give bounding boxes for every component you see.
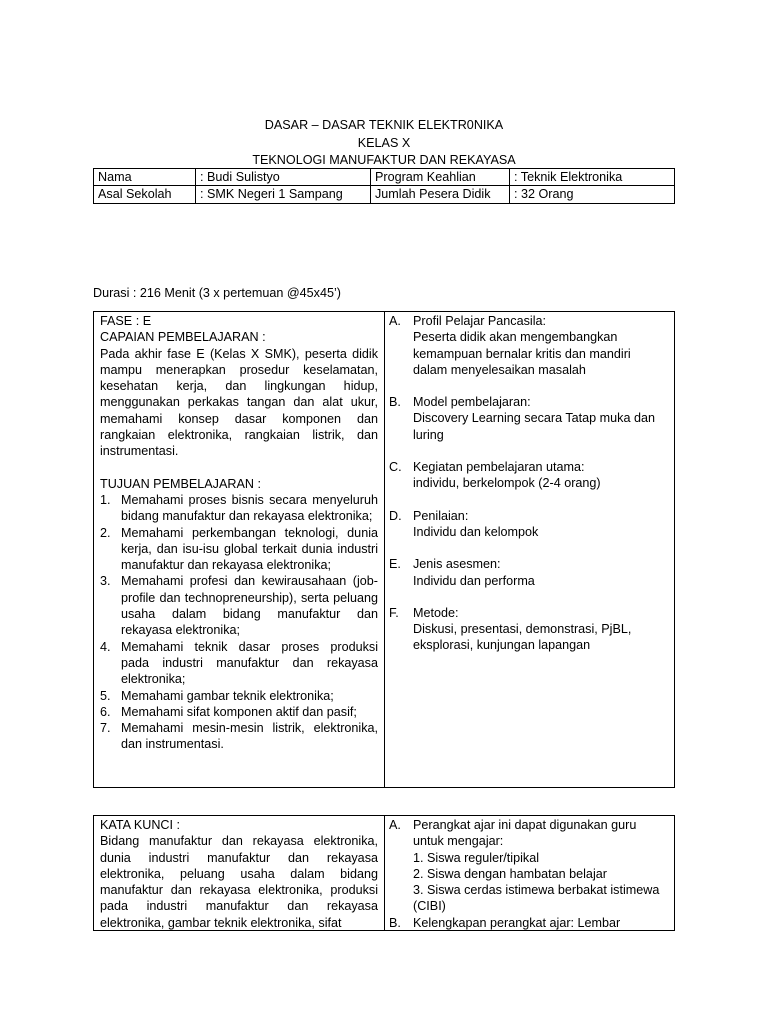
keywords-box <box>93 815 675 931</box>
list-item: 3. Siswa cerdas istimewa berbakat istimewa (CIBI) <box>413 883 660 914</box>
left-column <box>94 816 385 930</box>
table-cell: Program Keahlian <box>371 169 510 186</box>
list-item: 5. Memahami gambar teknik elektronika; <box>100 688 334 703</box>
list-item: 2. Memahami perkembangan teknologi, dunia kerja, dan isu-isu global terkait dunia industri manufaktur dan rekayasa elektronika; <box>100 525 378 573</box>
kelengkapan-perangkat: B. Kelengkapan perangkat ajar: Lembar <box>389 915 621 930</box>
table-cell: : Budi Sulistyo <box>196 169 371 186</box>
kata-kunci-heading: KATA KUNCI : <box>100 818 181 832</box>
duration-text: Durasi : 216 Menit (3 x pertemuan @45x45’) <box>93 286 341 300</box>
penilaian: D. Penilaian: Individu dan kelompok <box>389 508 539 539</box>
list-item: 3. Memahami profesi dan kewirausahaan (job-profile dan technopreneurship), serta peluang usaha dalam bidang manufaktur dan rekayasa elektronika; <box>100 574 378 638</box>
right-column <box>383 312 674 787</box>
capaian-text: Pada akhir fase E (Kelas X SMK), peserta didik mampu menerapkan prosedur keselamatan, kesehatan kerja, dan lingkungan hidup, menggunakan perkakas tangan dan alat ukur, memahami konsep dasar komponen dan rangkaian elektronika, rangkaian listrik, dan instrumentasi. <box>100 346 378 459</box>
tujuan-heading: TUJUAN PEMBELAJARAN : <box>100 476 261 491</box>
table-cell: Jumlah Pesera Didik <box>371 186 510 203</box>
program-title: TEKNOLOGI MANUFAKTUR DAN REKAYASA <box>252 153 516 167</box>
kata-kunci-text: Bidang manufaktur dan rekayasa elektronika, dunia industri manufaktur dan rekayasa elektronika, peluang usaha dalam bidang manufaktur dan rekayasa elektronika, produksi pada industri manufaktur dan rekayasa elektronika, gambar teknik elektronika, sifat <box>100 834 378 930</box>
list-item: 1. Siswa reguler/tipikal <box>413 850 539 865</box>
document-title: DASAR – DASAR TEKNIK ELEKTR0NIKA <box>264 118 504 132</box>
perangkat-ajar-usage: A. Perangkat ajar ini dapat digunakan guru untuk mengajar: 1. Siswa reguler/tipikal 2. Siswa dengan hambatan belajar 3. Siswa cerdas istimewa berbakat istimewa (CIBI) <box>389 817 668 915</box>
table-row <box>94 169 675 186</box>
list-item: 7. Memahami mesin-mesin listrik, elektronika, dan instrumentasi. <box>100 721 378 752</box>
list-item: 2. Siswa dengan hambatan belajar <box>413 866 607 881</box>
capaian-heading: CAPAIAN PEMBELAJARAN : <box>100 330 266 345</box>
identity-table <box>93 168 675 204</box>
table-cell: : SMK Negeri 1 Sampang <box>196 186 371 203</box>
metode: F. Metode: Diskusi, presentasi, demonstrasi, PjBL, eksplorasi, kunjungan lapangan <box>389 605 632 653</box>
left-column <box>94 312 385 787</box>
table-cell: : 32 Orang <box>510 186 675 203</box>
tujuan-list <box>100 492 378 753</box>
right-column <box>383 816 674 930</box>
class-label: KELAS X <box>357 136 411 150</box>
list-item: 4. Memahami teknik dasar proses produksi pada industri manufaktur dan rekayasa elektronika; <box>100 639 378 687</box>
table-row <box>94 186 675 203</box>
list-item: 1. Memahami proses bisnis secara menyeluruh bidang manufaktur dan rekayasa elektronika; <box>100 492 378 524</box>
table-cell: : Teknik Elektronika <box>510 169 675 186</box>
jenis-asesmen: E. Jenis asesmen: Individu dan performa <box>389 557 535 588</box>
learning-outcomes-box <box>93 311 675 788</box>
profil-pancasila: A. Profil Pelajar Pancasila: Peserta didik akan mengembangkan kemampuan bernalar kritis dan mandiri dalam menyelesaikan masalah <box>389 314 631 377</box>
list-item: 6. Memahami sifat komponen aktif dan pasif; <box>100 704 357 719</box>
table-cell: Nama <box>94 169 196 186</box>
table-cell: Asal Sekolah <box>94 186 196 203</box>
model-pembelajaran: B. Model pembelajaran: Discovery Learning secara Tatap muka dan luring <box>389 395 655 442</box>
kegiatan-utama: C. Kegiatan pembelajaran utama: individu, berkelompok (2-4 orang) <box>389 460 601 491</box>
phase-label: FASE : E <box>100 314 152 328</box>
